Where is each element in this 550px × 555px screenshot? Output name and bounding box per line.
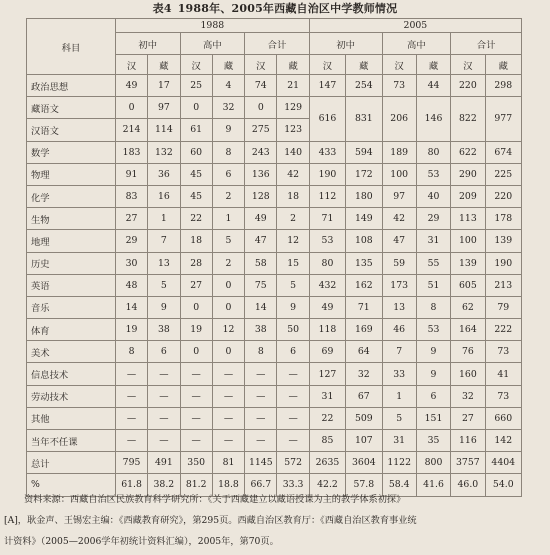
table-cell: 13	[148, 252, 180, 274]
table-cell: 0	[245, 97, 277, 119]
table-cell: 50	[277, 319, 309, 341]
table-cell: 100	[451, 230, 485, 252]
table-title	[0, 0, 550, 18]
table-cell: —	[148, 363, 180, 385]
row-subject: 地理	[27, 230, 116, 252]
sub-header: 藏	[277, 55, 309, 75]
table-cell: 38.2	[148, 474, 180, 496]
row-subject: 英语	[27, 274, 116, 296]
table-cell: 91	[115, 163, 147, 185]
table-cell: 114	[148, 119, 180, 141]
table-cell: 178	[485, 208, 521, 230]
sub-header: 汉	[115, 55, 147, 75]
table-cell: 9	[212, 119, 244, 141]
table-cell: 795	[115, 452, 147, 474]
table-row	[27, 230, 522, 252]
table-cell: 45	[180, 163, 212, 185]
table-cell: 139	[485, 230, 521, 252]
table-row	[27, 296, 522, 318]
table-cell: 80	[309, 252, 345, 274]
table-cell: 149	[346, 208, 382, 230]
sub-header: 藏	[346, 55, 382, 75]
merged-cell: 822	[451, 97, 485, 141]
group-header: 高中	[382, 33, 451, 55]
table-cell: 58	[245, 252, 277, 274]
merged-cell: 146	[416, 97, 450, 141]
table-cell: 4	[212, 75, 244, 97]
row-subject: 汉语文	[27, 119, 116, 141]
table-cell: —	[180, 430, 212, 452]
table-cell: 46.0	[451, 474, 485, 496]
table-cell: 57.8	[346, 474, 382, 496]
table-row	[27, 141, 522, 163]
table-cell: 0	[180, 296, 212, 318]
table-cell: 61	[180, 119, 212, 141]
row-subject: %	[27, 474, 116, 496]
table-cell: —	[245, 407, 277, 429]
table-cell: 33	[382, 363, 416, 385]
row-subject: 数学	[27, 141, 116, 163]
table-cell: 13	[382, 296, 416, 318]
table-cell: 0	[180, 341, 212, 363]
table-cell: 5	[277, 274, 309, 296]
table-cell: —	[245, 385, 277, 407]
table-cell: 53	[416, 319, 450, 341]
table-cell: 42.2	[309, 474, 345, 496]
table-cell: 67	[346, 385, 382, 407]
table-cell: 183	[115, 141, 147, 163]
table-cell: —	[115, 363, 147, 385]
table-title-text: 1988年、2005年西藏自治区中学教师情况	[177, 2, 398, 15]
table-cell: 85	[309, 430, 345, 452]
table-cell: 7	[382, 341, 416, 363]
table-cell: 1	[212, 208, 244, 230]
table-cell: 135	[346, 252, 382, 274]
table-cell: 800	[416, 452, 450, 474]
table-cell: 42	[382, 208, 416, 230]
table-row	[27, 75, 522, 97]
header-subject: 科目	[27, 19, 116, 75]
table-cell: 100	[382, 163, 416, 185]
table-cell: 9	[148, 296, 180, 318]
table-cell: 73	[485, 385, 521, 407]
row-subject: 历史	[27, 252, 116, 274]
table-cell: —	[212, 385, 244, 407]
table-cell: 83	[115, 185, 147, 207]
table-cell: —	[212, 363, 244, 385]
table-row	[27, 274, 522, 296]
table-label: 表4	[152, 2, 172, 15]
table-cell: 31	[416, 230, 450, 252]
table-cell: —	[115, 385, 147, 407]
table-cell: 3604	[346, 452, 382, 474]
table-cell: 127	[309, 363, 345, 385]
table-cell: 29	[115, 230, 147, 252]
table-cell: 5	[382, 407, 416, 429]
table-cell: 14	[245, 296, 277, 318]
table-cell: 290	[451, 163, 485, 185]
table-cell: —	[148, 407, 180, 429]
table-cell: 169	[346, 319, 382, 341]
table-cell: 61.8	[115, 474, 147, 496]
table-cell: —	[115, 407, 147, 429]
table-cell: 46	[382, 319, 416, 341]
table-cell: 0	[115, 97, 147, 119]
table-cell: 622	[451, 141, 485, 163]
table-cell: 180	[346, 185, 382, 207]
table-cell: 132	[148, 141, 180, 163]
group-header: 合计	[451, 33, 522, 55]
table-cell: 28	[180, 252, 212, 274]
table-cell: 509	[346, 407, 382, 429]
table-cell: —	[212, 407, 244, 429]
merged-cell: 206	[382, 97, 416, 141]
table-cell: —	[277, 385, 309, 407]
table-cell: 3757	[451, 452, 485, 474]
table-cell: 2635	[309, 452, 345, 474]
table-cell: 173	[382, 274, 416, 296]
sub-header: 藏	[148, 55, 180, 75]
group-header: 高中	[180, 33, 245, 55]
table-cell: 222	[485, 319, 521, 341]
table-cell: 225	[485, 163, 521, 185]
row-subject: 音乐	[27, 296, 116, 318]
table-cell: 16	[148, 185, 180, 207]
table-cell: 108	[346, 230, 382, 252]
table-cell: 123	[277, 119, 309, 141]
table-cell: 2	[277, 208, 309, 230]
table-cell: 71	[346, 296, 382, 318]
table-cell: —	[277, 363, 309, 385]
table-cell: 142	[485, 430, 521, 452]
sub-header: 藏	[212, 55, 244, 75]
table-cell: 254	[346, 75, 382, 97]
merged-cell: 616	[309, 97, 345, 141]
table-cell: 19	[180, 319, 212, 341]
table-cell: 605	[451, 274, 485, 296]
table-cell: 76	[451, 341, 485, 363]
source-line-1: 资料来源：西藏自治区民族教育科学研究所：《关于西藏建立以藏语授课为主的教学体系初探》	[24, 494, 406, 505]
table-cell: 2	[212, 185, 244, 207]
table-row	[27, 185, 522, 207]
table-cell: 51	[416, 274, 450, 296]
header-year-1988: 1988	[115, 19, 309, 33]
table-cell: 81.2	[180, 474, 212, 496]
table-cell: 59	[382, 252, 416, 274]
table-cell: 113	[451, 208, 485, 230]
table-cell: 172	[346, 163, 382, 185]
table-cell: 162	[346, 274, 382, 296]
table-row	[27, 97, 522, 119]
table-cell: 432	[309, 274, 345, 296]
table-cell: 594	[346, 141, 382, 163]
sub-header: 汉	[451, 55, 485, 75]
table-cell: 1122	[382, 452, 416, 474]
table-cell: —	[277, 430, 309, 452]
table-cell: 41.6	[416, 474, 450, 496]
teachers-table	[26, 18, 522, 497]
table-cell: 32	[346, 363, 382, 385]
table-cell: 62	[451, 296, 485, 318]
table-cell: 112	[309, 185, 345, 207]
table-cell: 6	[148, 341, 180, 363]
table-cell: 8	[416, 296, 450, 318]
table-cell: 71	[309, 208, 345, 230]
table-row	[27, 452, 522, 474]
table-cell: 6	[212, 163, 244, 185]
sub-header: 藏	[485, 55, 521, 75]
table-row	[27, 319, 522, 341]
table-cell: 49	[115, 75, 147, 97]
source-note	[0, 489, 550, 552]
group-header: 初中	[115, 33, 180, 55]
table-cell: 213	[485, 274, 521, 296]
table-cell: 6	[277, 341, 309, 363]
table-cell: 73	[382, 75, 416, 97]
table-cell: 49	[245, 208, 277, 230]
table-row	[27, 430, 522, 452]
table-cell: 69	[309, 341, 345, 363]
table-cell: 433	[309, 141, 345, 163]
table-cell: 97	[148, 97, 180, 119]
table-cell: 298	[485, 75, 521, 97]
table-cell: 36	[148, 163, 180, 185]
table-cell: 9	[277, 296, 309, 318]
table-cell: 147	[309, 75, 345, 97]
table-cell: 32	[212, 97, 244, 119]
table-cell: 42	[277, 163, 309, 185]
table-cell: 8	[115, 341, 147, 363]
table-row	[27, 252, 522, 274]
table-cell: 674	[485, 141, 521, 163]
row-subject: 藏语文	[27, 97, 116, 119]
row-subject: 化学	[27, 185, 116, 207]
table-cell: 25	[180, 75, 212, 97]
row-subject: 政治思想	[27, 75, 116, 97]
row-subject: 当年不任课	[27, 430, 116, 452]
table-cell: 12	[212, 319, 244, 341]
table-cell: —	[148, 385, 180, 407]
table-cell: 128	[245, 185, 277, 207]
table-cell: —	[212, 430, 244, 452]
merged-cell: 831	[346, 97, 382, 141]
table-cell: 4404	[485, 452, 521, 474]
table-cell: 220	[485, 185, 521, 207]
table-row	[27, 363, 522, 385]
merged-cell: 977	[485, 97, 521, 141]
table-cell: 8	[245, 341, 277, 363]
table-row	[27, 163, 522, 185]
table-cell: 140	[277, 141, 309, 163]
table-cell: 18	[277, 185, 309, 207]
table-cell: 19	[115, 319, 147, 341]
table-cell: 1145	[245, 452, 277, 474]
table-cell: 0	[212, 296, 244, 318]
table-cell: 31	[382, 430, 416, 452]
table-cell: 116	[451, 430, 485, 452]
table-cell: 209	[451, 185, 485, 207]
table-cell: 8	[212, 141, 244, 163]
table-cell: 55	[416, 252, 450, 274]
table-cell: 5	[148, 274, 180, 296]
table-cell: 160	[451, 363, 485, 385]
sub-header: 藏	[416, 55, 450, 75]
table-cell: 151	[416, 407, 450, 429]
table-row	[27, 407, 522, 429]
sub-header: 汉	[245, 55, 277, 75]
table-cell: —	[277, 407, 309, 429]
table-row	[27, 341, 522, 363]
table-cell: 1	[382, 385, 416, 407]
table-cell: —	[180, 385, 212, 407]
table-cell: 21	[277, 75, 309, 97]
table-cell: 243	[245, 141, 277, 163]
row-subject: 美术	[27, 341, 116, 363]
table-cell: 22	[309, 407, 345, 429]
table-cell: 107	[346, 430, 382, 452]
table-cell: 572	[277, 452, 309, 474]
table-cell: 214	[115, 119, 147, 141]
table-cell: 18	[180, 230, 212, 252]
table-body	[27, 75, 522, 497]
group-header: 初中	[309, 33, 382, 55]
table-cell: 44	[416, 75, 450, 97]
table-cell: 0	[180, 97, 212, 119]
table-cell: 40	[416, 185, 450, 207]
table-cell: —	[148, 430, 180, 452]
table-cell: 12	[277, 230, 309, 252]
table-cell: 164	[451, 319, 485, 341]
row-subject: 体育	[27, 319, 116, 341]
table-cell: 58.4	[382, 474, 416, 496]
table-row	[27, 208, 522, 230]
table-cell: 29	[416, 208, 450, 230]
table-cell: 118	[309, 319, 345, 341]
table-row	[27, 385, 522, 407]
table-cell: 30	[115, 252, 147, 274]
table-cell: —	[245, 363, 277, 385]
row-subject: 其他	[27, 407, 116, 429]
table-cell: 74	[245, 75, 277, 97]
table-cell: 129	[277, 97, 309, 119]
row-subject: 劳动技术	[27, 385, 116, 407]
table-cell: 18.8	[212, 474, 244, 496]
table-cell: 7	[148, 230, 180, 252]
table-cell: 38	[148, 319, 180, 341]
table-cell: —	[115, 430, 147, 452]
table-cell: 190	[309, 163, 345, 185]
table-cell: 81	[212, 452, 244, 474]
table-cell: 32	[451, 385, 485, 407]
table-cell: 1	[148, 208, 180, 230]
table-cell: 47	[382, 230, 416, 252]
row-subject: 信息技术	[27, 363, 116, 385]
table-cell: 17	[148, 75, 180, 97]
row-subject: 生物	[27, 208, 116, 230]
table-cell: 31	[309, 385, 345, 407]
source-line-3: 计资料》（2005—2006学年初统计资料汇编），2005年，第70页。	[4, 536, 279, 547]
table-cell: 275	[245, 119, 277, 141]
table-cell: 9	[416, 341, 450, 363]
table-cell: 41	[485, 363, 521, 385]
table-cell: 14	[115, 296, 147, 318]
table-cell: 53	[416, 163, 450, 185]
table-cell: 60	[180, 141, 212, 163]
group-header: 合计	[245, 33, 310, 55]
table-cell: 66.7	[245, 474, 277, 496]
table-cell: 0	[212, 341, 244, 363]
sub-header: 汉	[180, 55, 212, 75]
sub-header: 汉	[382, 55, 416, 75]
table-cell: 53	[309, 230, 345, 252]
table-cell: 15	[277, 252, 309, 274]
table-cell: 491	[148, 452, 180, 474]
table-cell: 48	[115, 274, 147, 296]
table-cell: 47	[245, 230, 277, 252]
table-cell: 80	[416, 141, 450, 163]
table-cell: 79	[485, 296, 521, 318]
table-cell: 97	[382, 185, 416, 207]
table-cell: 2	[212, 252, 244, 274]
row-subject: 总计	[27, 452, 116, 474]
table-cell: 136	[245, 163, 277, 185]
table-cell: 5	[212, 230, 244, 252]
table-cell: —	[180, 363, 212, 385]
table-cell: 54.0	[485, 474, 521, 496]
sub-header: 汉	[309, 55, 345, 75]
table-cell: 139	[451, 252, 485, 274]
table-cell: 220	[451, 75, 485, 97]
table-cell: 73	[485, 341, 521, 363]
table-cell: 64	[346, 341, 382, 363]
table-cell: 27	[451, 407, 485, 429]
table-cell: 75	[245, 274, 277, 296]
table-cell: 9	[416, 363, 450, 385]
row-subject: 物理	[27, 163, 116, 185]
table-cell: 0	[212, 274, 244, 296]
table-cell: 22	[180, 208, 212, 230]
table-cell: 27	[180, 274, 212, 296]
header-year-2005: 2005	[309, 19, 521, 33]
table-cell: 189	[382, 141, 416, 163]
table-cell: 27	[115, 208, 147, 230]
table-cell: —	[245, 430, 277, 452]
table-cell: 190	[485, 252, 521, 274]
table-cell: 35	[416, 430, 450, 452]
table-cell: 38	[245, 319, 277, 341]
table-cell: 350	[180, 452, 212, 474]
table-cell: 660	[485, 407, 521, 429]
table-cell: 33.3	[277, 474, 309, 496]
source-line-2: [A]，耿金声、王锡宏主编：《西藏教育研究》，第295页。西藏自治区教育厅：《西藏自治区教育事业统	[4, 515, 417, 526]
table-cell: 45	[180, 185, 212, 207]
table-cell: 49	[309, 296, 345, 318]
table-cell: 6	[416, 385, 450, 407]
table-cell: —	[180, 407, 212, 429]
